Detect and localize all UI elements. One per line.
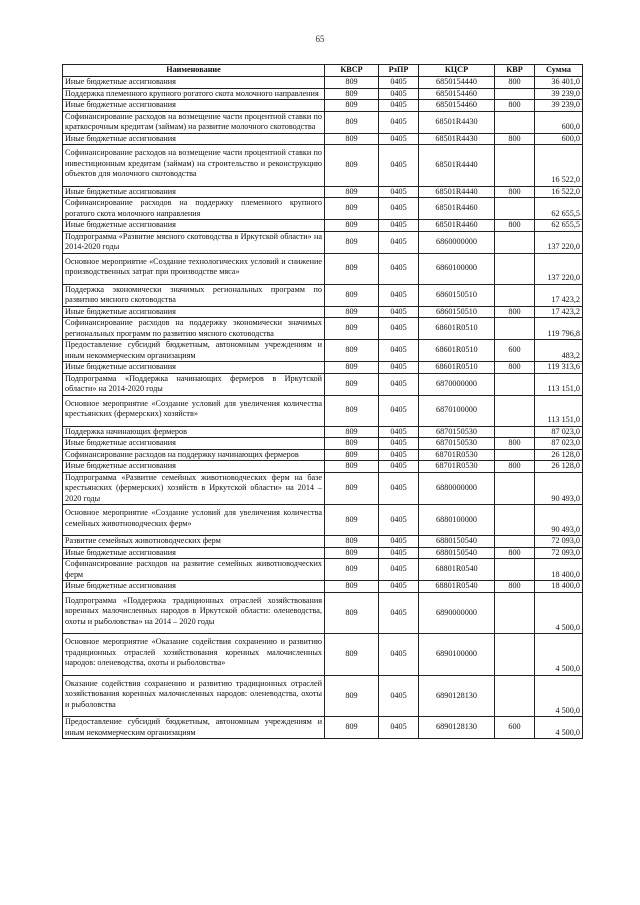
cell-kcsr: 68801R0540 bbox=[419, 581, 495, 593]
cell-rzpr: 0405 bbox=[379, 253, 419, 284]
table-row bbox=[63, 472, 583, 505]
cell-kvr bbox=[495, 284, 535, 306]
cell-rzpr: 0405 bbox=[379, 88, 419, 100]
cell-kcsr: 6890128130 bbox=[419, 717, 495, 739]
cell-kvsr: 809 bbox=[325, 198, 379, 220]
cell-rzpr: 0405 bbox=[379, 186, 419, 198]
cell-kvr bbox=[495, 373, 535, 395]
cell-kvsr: 809 bbox=[325, 717, 379, 739]
cell-kvsr: 809 bbox=[325, 231, 379, 253]
cell-sum: 17 423,2 bbox=[535, 284, 583, 306]
cell-name: Подпрограмма «Поддержка традиционных отраслей хозяйствования коренных малочисленных народов в Иркутской области: оленеводства, охоты и рыболовства» на 2014 – 2020 годы bbox=[63, 592, 325, 634]
cell-sum: 4 500,0 bbox=[535, 675, 583, 717]
cell-kvsr: 809 bbox=[325, 340, 379, 362]
cell-sum: 72 093,0 bbox=[535, 536, 583, 548]
cell-rzpr: 0405 bbox=[379, 362, 419, 374]
cell-kcsr: 6880100000 bbox=[419, 505, 495, 536]
cell-kvr bbox=[495, 505, 535, 536]
cell-name: Иные бюджетные ассигнования bbox=[63, 100, 325, 112]
header-kvr: КВР bbox=[495, 65, 535, 77]
cell-kvsr: 809 bbox=[325, 253, 379, 284]
table-row bbox=[63, 186, 583, 198]
cell-kvr bbox=[495, 88, 535, 100]
header-kcsr: КЦСР bbox=[419, 65, 495, 77]
cell-kcsr: 6850154440 bbox=[419, 77, 495, 89]
cell-sum: 62 655,5 bbox=[535, 220, 583, 232]
cell-name: Иные бюджетные ассигнования bbox=[63, 77, 325, 89]
cell-rzpr: 0405 bbox=[379, 198, 419, 220]
cell-kcsr: 68501R4430 bbox=[419, 111, 495, 133]
cell-rzpr: 0405 bbox=[379, 284, 419, 306]
cell-rzpr: 0405 bbox=[379, 100, 419, 112]
cell-kvr bbox=[495, 634, 535, 676]
cell-kcsr: 6870000000 bbox=[419, 373, 495, 395]
table-row bbox=[63, 133, 583, 145]
cell-rzpr: 0405 bbox=[379, 395, 419, 426]
cell-sum: 119 796,8 bbox=[535, 318, 583, 340]
cell-sum: 4 500,0 bbox=[535, 634, 583, 676]
cell-kvr bbox=[495, 318, 535, 340]
cell-rzpr: 0405 bbox=[379, 461, 419, 473]
header-name: Наименование bbox=[63, 65, 325, 77]
table-row bbox=[63, 373, 583, 395]
cell-kvsr: 809 bbox=[325, 536, 379, 548]
cell-kcsr: 6880000000 bbox=[419, 472, 495, 505]
header-rzpr: РзПР bbox=[379, 65, 419, 77]
budget-table bbox=[62, 64, 583, 739]
cell-name: Софинансирование расходов на поддержку экономически значимых региональных программ по развитию мясного скотоводства bbox=[63, 318, 325, 340]
table-row bbox=[63, 559, 583, 581]
page-number: 65 bbox=[315, 34, 325, 44]
cell-name: Иные бюджетные ассигнования bbox=[63, 306, 325, 318]
cell-rzpr: 0405 bbox=[379, 111, 419, 133]
cell-kcsr: 6860100000 bbox=[419, 253, 495, 284]
cell-rzpr: 0405 bbox=[379, 449, 419, 461]
header-sum: Сумма bbox=[535, 65, 583, 77]
cell-kvr bbox=[495, 395, 535, 426]
cell-kvr: 800 bbox=[495, 220, 535, 232]
table-row bbox=[63, 77, 583, 89]
table-row bbox=[63, 438, 583, 450]
cell-kvsr: 809 bbox=[325, 77, 379, 89]
table-row bbox=[63, 505, 583, 536]
cell-name: Оказание содействия сохранению и развитию традиционных отраслей хозяйствования коренных малочисленных народов: оленеводства, охоты и рыболовства bbox=[63, 675, 325, 717]
cell-sum: 137 220,0 bbox=[535, 231, 583, 253]
cell-rzpr: 0405 bbox=[379, 133, 419, 145]
cell-kvr: 800 bbox=[495, 77, 535, 89]
cell-kvr: 800 bbox=[495, 306, 535, 318]
cell-name: Предоставление субсидий бюджетным, автономным учреждениям и иным некоммерческим организациям bbox=[63, 340, 325, 362]
cell-kcsr: 6870150530 bbox=[419, 438, 495, 450]
cell-kcsr: 6870150530 bbox=[419, 426, 495, 438]
cell-rzpr: 0405 bbox=[379, 675, 419, 717]
table-row bbox=[63, 220, 583, 232]
cell-kcsr: 6890128130 bbox=[419, 675, 495, 717]
cell-kcsr: 6860150510 bbox=[419, 306, 495, 318]
cell-kvsr: 809 bbox=[325, 634, 379, 676]
cell-name: Подпрограмма «Развитие мясного скотоводства в Иркутской области» на 2014-2020 годы bbox=[63, 231, 325, 253]
cell-name: Софинансирование расходов на развитие семейных животноводческих ферм bbox=[63, 559, 325, 581]
cell-rzpr: 0405 bbox=[379, 592, 419, 634]
cell-sum: 90 493,0 bbox=[535, 472, 583, 505]
table-row bbox=[63, 547, 583, 559]
cell-rzpr: 0405 bbox=[379, 77, 419, 89]
table-row bbox=[63, 306, 583, 318]
cell-kvsr: 809 bbox=[325, 186, 379, 198]
table-row bbox=[63, 231, 583, 253]
cell-rzpr: 0405 bbox=[379, 581, 419, 593]
table-row bbox=[63, 340, 583, 362]
cell-rzpr: 0405 bbox=[379, 318, 419, 340]
cell-name: Поддержка племенного крупного рогатого скота молочного направления bbox=[63, 88, 325, 100]
cell-sum: 18 400,0 bbox=[535, 581, 583, 593]
table-row bbox=[63, 449, 583, 461]
cell-kvr bbox=[495, 472, 535, 505]
cell-name: Софинансирование расходов на возмещение части процентной ставки по краткосрочным кредитам (займам) на развитие молочного скотоводства bbox=[63, 111, 325, 133]
cell-rzpr: 0405 bbox=[379, 438, 419, 450]
cell-name: Иные бюджетные ассигнования bbox=[63, 362, 325, 374]
table-row bbox=[63, 395, 583, 426]
cell-sum: 39 239,0 bbox=[535, 88, 583, 100]
cell-kvr: 800 bbox=[495, 186, 535, 198]
table-header-row bbox=[63, 65, 583, 77]
cell-sum: 39 239,0 bbox=[535, 100, 583, 112]
table-row bbox=[63, 88, 583, 100]
cell-kcsr: 6870100000 bbox=[419, 395, 495, 426]
cell-name: Иные бюджетные ассигнования bbox=[63, 220, 325, 232]
cell-kvsr: 809 bbox=[325, 284, 379, 306]
cell-name: Подпрограмма «Развитие семейных животноводческих ферм на базе крестьянских (фермерских) хозяйств в Иркутской области» на 2014 – 2020 годы bbox=[63, 472, 325, 505]
cell-kcsr: 68801R0540 bbox=[419, 559, 495, 581]
table-row bbox=[63, 284, 583, 306]
cell-rzpr: 0405 bbox=[379, 306, 419, 318]
cell-kvr bbox=[495, 536, 535, 548]
cell-name: Иные бюджетные ассигнования bbox=[63, 547, 325, 559]
cell-kvsr: 809 bbox=[325, 581, 379, 593]
cell-kcsr: 6880150540 bbox=[419, 536, 495, 548]
cell-kvsr: 809 bbox=[325, 547, 379, 559]
cell-kvr bbox=[495, 592, 535, 634]
cell-name: Поддержка начинающих фермеров bbox=[63, 426, 325, 438]
table-body bbox=[63, 77, 583, 739]
cell-kvsr: 809 bbox=[325, 505, 379, 536]
cell-sum: 72 093,0 bbox=[535, 547, 583, 559]
cell-rzpr: 0405 bbox=[379, 145, 419, 187]
cell-kvsr: 809 bbox=[325, 306, 379, 318]
cell-sum: 16 522,0 bbox=[535, 186, 583, 198]
table-row bbox=[63, 198, 583, 220]
cell-kvsr: 809 bbox=[325, 133, 379, 145]
cell-name: Иные бюджетные ассигнования bbox=[63, 438, 325, 450]
table-row bbox=[63, 426, 583, 438]
cell-kcsr: 68601R0510 bbox=[419, 318, 495, 340]
cell-kvr: 800 bbox=[495, 547, 535, 559]
table-row bbox=[63, 100, 583, 112]
cell-kvsr: 809 bbox=[325, 362, 379, 374]
cell-sum: 600,0 bbox=[535, 133, 583, 145]
cell-rzpr: 0405 bbox=[379, 340, 419, 362]
cell-name: Софинансирование расходов на возмещение части процентной ставки по инвестиционным кредитам (займам) на строительство и реконструкцию объектов для молочного скотоводства bbox=[63, 145, 325, 187]
cell-kvr: 800 bbox=[495, 438, 535, 450]
cell-kvr bbox=[495, 145, 535, 187]
cell-sum: 87 023,0 bbox=[535, 426, 583, 438]
cell-kvsr: 809 bbox=[325, 438, 379, 450]
cell-name: Основное мероприятие «Создание технологических условий и снижение производственных затрат при производстве мяса» bbox=[63, 253, 325, 284]
cell-kvr: 800 bbox=[495, 362, 535, 374]
cell-sum: 4 500,0 bbox=[535, 717, 583, 739]
cell-sum: 600,0 bbox=[535, 111, 583, 133]
cell-sum: 90 493,0 bbox=[535, 505, 583, 536]
cell-kcsr: 6890000000 bbox=[419, 592, 495, 634]
cell-sum: 87 023,0 bbox=[535, 438, 583, 450]
cell-kvr bbox=[495, 111, 535, 133]
table-row bbox=[63, 717, 583, 739]
cell-sum: 18 400,0 bbox=[535, 559, 583, 581]
cell-kvr bbox=[495, 253, 535, 284]
cell-kvsr: 809 bbox=[325, 592, 379, 634]
cell-rzpr: 0405 bbox=[379, 547, 419, 559]
cell-name: Основное мероприятие «Создание условий для увеличения количества семейных животноводческих ферм» bbox=[63, 505, 325, 536]
cell-kcsr: 68501R4440 bbox=[419, 186, 495, 198]
table-row bbox=[63, 592, 583, 634]
cell-rzpr: 0405 bbox=[379, 717, 419, 739]
cell-kvsr: 809 bbox=[325, 220, 379, 232]
cell-kvsr: 809 bbox=[325, 449, 379, 461]
cell-kcsr: 68601R0510 bbox=[419, 340, 495, 362]
table-row bbox=[63, 675, 583, 717]
cell-kvr bbox=[495, 675, 535, 717]
cell-name: Софинансирование расходов на поддержку племенного крупного рогатого скота молочного направления bbox=[63, 198, 325, 220]
cell-sum: 17 423,2 bbox=[535, 306, 583, 318]
cell-kvsr: 809 bbox=[325, 318, 379, 340]
cell-kvr: 600 bbox=[495, 340, 535, 362]
cell-rzpr: 0405 bbox=[379, 559, 419, 581]
cell-kcsr: 68701R0530 bbox=[419, 461, 495, 473]
cell-kvsr: 809 bbox=[325, 88, 379, 100]
cell-sum: 137 220,0 bbox=[535, 253, 583, 284]
cell-rzpr: 0405 bbox=[379, 220, 419, 232]
cell-sum: 119 313,6 bbox=[535, 362, 583, 374]
cell-name: Иные бюджетные ассигнования bbox=[63, 186, 325, 198]
cell-name: Иные бюджетные ассигнования bbox=[63, 133, 325, 145]
cell-kvr: 800 bbox=[495, 461, 535, 473]
cell-name: Софинансирование расходов на поддержку начинающих фермеров bbox=[63, 449, 325, 461]
cell-sum: 113 151,0 bbox=[535, 395, 583, 426]
cell-kvr: 800 bbox=[495, 133, 535, 145]
cell-kvsr: 809 bbox=[325, 472, 379, 505]
cell-kvsr: 809 bbox=[325, 100, 379, 112]
cell-kvr: 800 bbox=[495, 100, 535, 112]
cell-name: Развитие семейных животноводческих ферм bbox=[63, 536, 325, 548]
header-kvsr: КВСР bbox=[325, 65, 379, 77]
table-row bbox=[63, 536, 583, 548]
cell-name: Подпрограмма «Поддержка начинающих фермеров в Иркутской области» на 2014-2020 годы bbox=[63, 373, 325, 395]
cell-sum: 113 151,0 bbox=[535, 373, 583, 395]
table-row bbox=[63, 362, 583, 374]
cell-name: Поддержка экономически значимых региональных программ по развитию мясного скотоводства bbox=[63, 284, 325, 306]
cell-kvsr: 809 bbox=[325, 373, 379, 395]
table-row bbox=[63, 318, 583, 340]
table-row bbox=[63, 145, 583, 187]
cell-name: Основное мероприятие «Оказание содействия сохранению и развитию традиционных отраслей хозяйствования коренных малочисленных народов: оленеводства, охоты и рыболовства» bbox=[63, 634, 325, 676]
cell-rzpr: 0405 bbox=[379, 231, 419, 253]
cell-kvsr: 809 bbox=[325, 426, 379, 438]
table-row bbox=[63, 634, 583, 676]
cell-kvr bbox=[495, 231, 535, 253]
cell-rzpr: 0405 bbox=[379, 373, 419, 395]
cell-kcsr: 6860150510 bbox=[419, 284, 495, 306]
cell-rzpr: 0405 bbox=[379, 426, 419, 438]
cell-kvsr: 809 bbox=[325, 111, 379, 133]
cell-kcsr: 6850154460 bbox=[419, 100, 495, 112]
cell-sum: 26 128,0 bbox=[535, 449, 583, 461]
cell-kcsr: 6860000000 bbox=[419, 231, 495, 253]
cell-sum: 26 128,0 bbox=[535, 461, 583, 473]
cell-kvr bbox=[495, 559, 535, 581]
cell-sum: 483,2 bbox=[535, 340, 583, 362]
cell-rzpr: 0405 bbox=[379, 472, 419, 505]
cell-kcsr: 68501R4460 bbox=[419, 198, 495, 220]
cell-kcsr: 6850154460 bbox=[419, 88, 495, 100]
cell-kcsr: 68501R4430 bbox=[419, 133, 495, 145]
table-row bbox=[63, 111, 583, 133]
cell-rzpr: 0405 bbox=[379, 634, 419, 676]
cell-sum: 4 500,0 bbox=[535, 592, 583, 634]
cell-kcsr: 68501R4440 bbox=[419, 145, 495, 187]
cell-kvr bbox=[495, 198, 535, 220]
table-row bbox=[63, 581, 583, 593]
cell-kvsr: 809 bbox=[325, 675, 379, 717]
cell-name: Иные бюджетные ассигнования bbox=[63, 581, 325, 593]
cell-kvsr: 809 bbox=[325, 395, 379, 426]
cell-kcsr: 6880150540 bbox=[419, 547, 495, 559]
cell-kvsr: 809 bbox=[325, 461, 379, 473]
cell-kvr: 800 bbox=[495, 581, 535, 593]
cell-kvr bbox=[495, 449, 535, 461]
cell-name: Предоставление субсидий бюджетным, автономным учреждениям и иным некоммерческим организациям bbox=[63, 717, 325, 739]
cell-kvsr: 809 bbox=[325, 559, 379, 581]
cell-kvr: 600 bbox=[495, 717, 535, 739]
cell-kvsr: 809 bbox=[325, 145, 379, 187]
table-row bbox=[63, 253, 583, 284]
cell-kvr bbox=[495, 426, 535, 438]
cell-sum: 62 655,5 bbox=[535, 198, 583, 220]
cell-kcsr: 6890100000 bbox=[419, 634, 495, 676]
cell-kcsr: 68501R4460 bbox=[419, 220, 495, 232]
cell-name: Иные бюджетные ассигнования bbox=[63, 461, 325, 473]
cell-kcsr: 68701R0530 bbox=[419, 449, 495, 461]
cell-rzpr: 0405 bbox=[379, 536, 419, 548]
cell-name: Основное мероприятие «Создание условий для увеличения количества крестьянских (фермерских) хозяйств» bbox=[63, 395, 325, 426]
cell-rzpr: 0405 bbox=[379, 505, 419, 536]
cell-sum: 36 401,0 bbox=[535, 77, 583, 89]
table-row bbox=[63, 461, 583, 473]
cell-kcsr: 68601R0510 bbox=[419, 362, 495, 374]
cell-sum: 16 522,0 bbox=[535, 145, 583, 187]
